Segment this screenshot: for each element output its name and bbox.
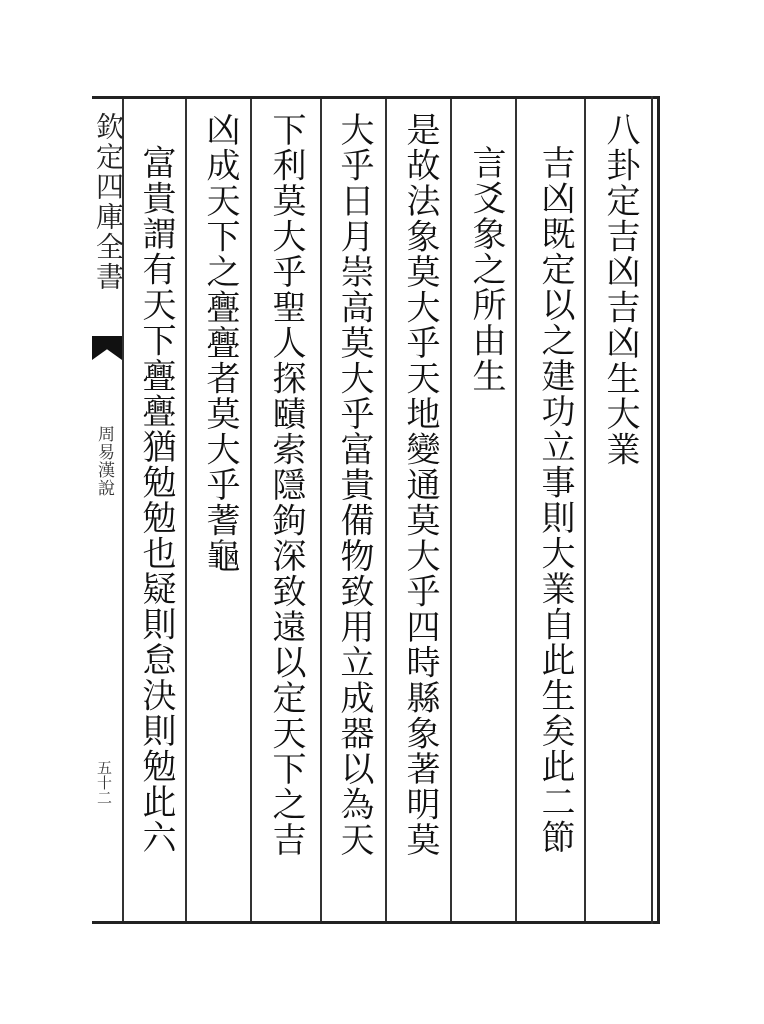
text-column-1: 八卦定吉凶吉凶生大業: [600, 112, 640, 467]
text-column-3: 言爻象之所由生: [466, 145, 506, 394]
column-divider: [515, 99, 517, 921]
column-divider: [320, 99, 322, 921]
text-column-6: 下利莫大乎聖人探賾索隱鉤深致遠以定天下之吉: [266, 112, 306, 858]
column-divider: [450, 99, 452, 921]
column-divider: [185, 99, 187, 921]
margin-book-title: 欽定四庫全書: [92, 112, 125, 292]
text-column-2: 吉凶既定以之建功立事則大業自此生矣此二節: [535, 145, 575, 855]
margin-book-name: 周易漢說: [94, 425, 114, 497]
text-column-4: 是故法象莫大乎天地變通莫大乎四時縣象著明莫: [400, 112, 440, 858]
text-column-5: 大乎日月崇高莫大乎富貴備物致用立成器以為天: [334, 112, 374, 858]
margin-page-number: 五十二: [95, 760, 113, 805]
column-divider: [385, 99, 387, 921]
column-divider: [250, 99, 252, 921]
text-column-7: 凶成天下之亹亹者莫大乎蓍龜: [200, 112, 240, 574]
column-divider: [584, 99, 586, 921]
text-column-8: 富貴謂有天下亹亹猶勉勉也疑則怠決則勉此六: [136, 145, 176, 855]
frame-inner-border: [651, 96, 653, 924]
